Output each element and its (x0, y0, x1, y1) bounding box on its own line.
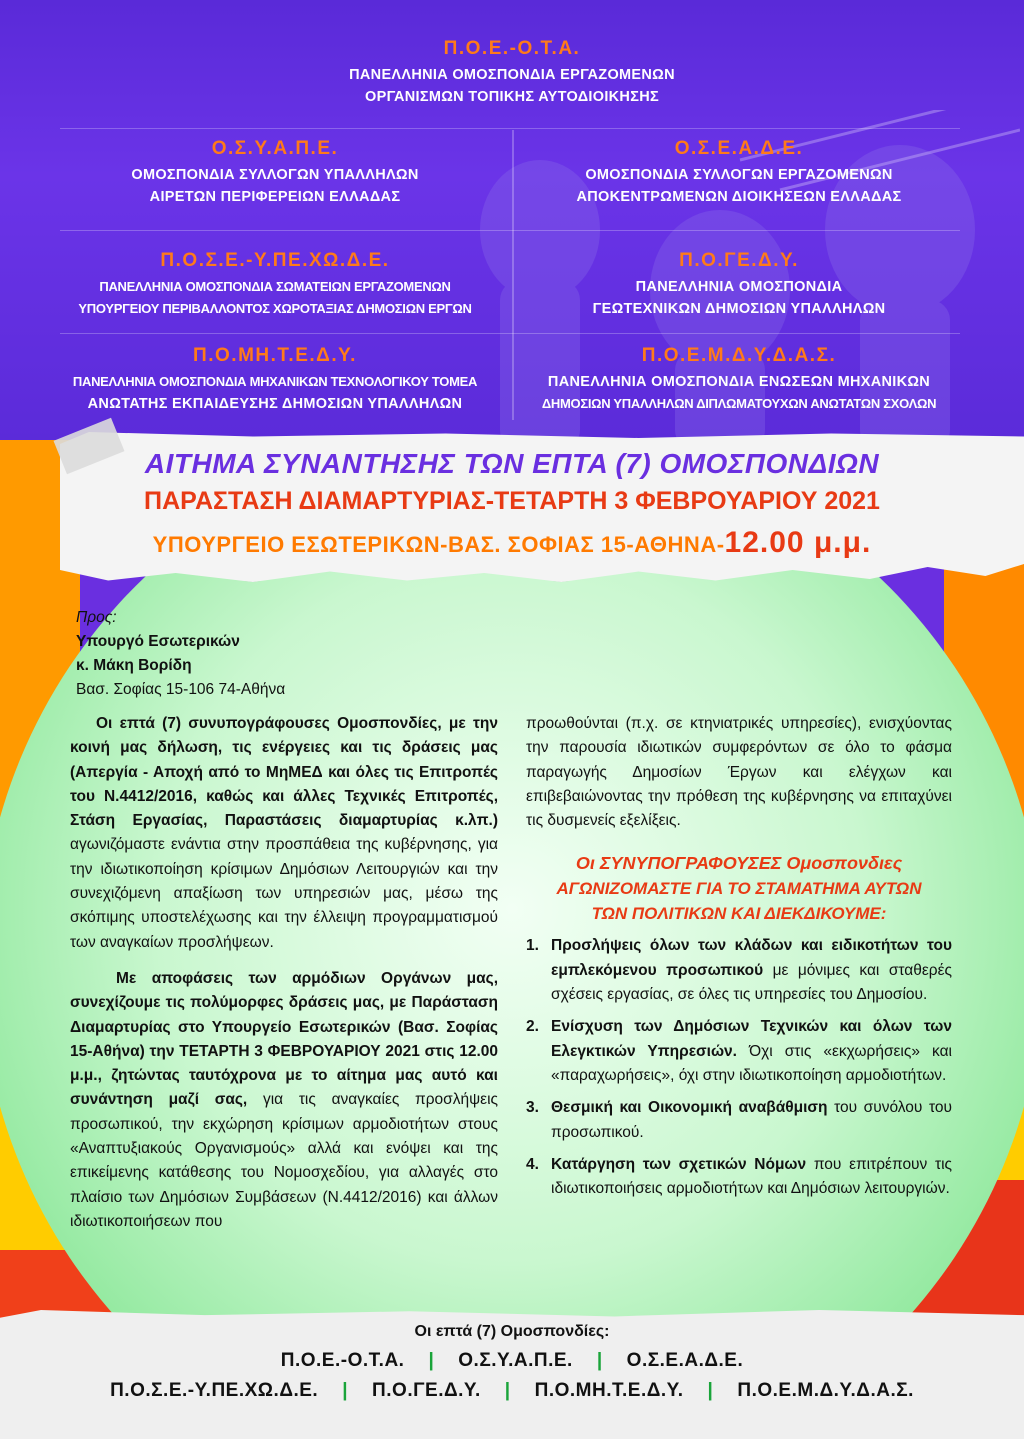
demands-heading-line: Οι ΣΥΝΥΠΟΓΡΑΦΟΥΣΕΣ Ομοσπονδιες (575, 853, 903, 874)
demands-heading-line: ΤΩΝ ΠΟΛΙΤΙΚΩΝ ΚΑΙ ΔΙΕΚΔΙΚΟΥΜΕ: (591, 904, 887, 924)
recipient-block (76, 606, 285, 702)
federation-abbr: Π.Ο.Ε.-Ο.Τ.Α. (443, 38, 581, 59)
header-grid-divider (60, 230, 960, 231)
demand-number: 4. (526, 1155, 539, 1173)
federation-name-line: ΓΕΩΤΕΧΝΙΚΩΝ ΔΗΜΟΣΙΩΝ ΥΠΑΛΛΗΛΩΝ (592, 301, 886, 317)
federation-poemdydas (514, 345, 964, 415)
demand-text: του συνόλου του προσωπικού. (551, 1099, 952, 1141)
footer-federations-row (0, 1350, 1024, 1372)
footer-federation: Π.Ο.ΜΗ.Τ.Ε.Δ.Υ. (534, 1380, 684, 1401)
paragraph-bold-text: Με αποφάσεις των αρμόδιων Οργάνων μας, συνεχίζουμε τις πολύμορφες δράσεις μας, με Παράσταση Διαμαρτυρίας στο Υπουργείο Εσωτερικών (Βασ. Σοφίας 15-Αθήνα) την ΤΕΤΑΡΤΗ 3 ΦΕΒΡΟΥΑΡΙΟΥ 2021 στις 12.00 μ.μ., ζητώντας ταυτόχρονα με το αίτημα μας αυτό και συνάντηση μαζί σας, (70, 969, 498, 1109)
body-paragraph: προωθούνται (π.χ. σε κτηνιατρικές υπηρεσίες), ενισχύοντας την παρουσία ιδιωτικών συμφερόντων σε όλο το φάσμα παραγωγής Δημοσίων Έργων και ελέγχων και επιβεβαιώνοντας την πρόθεση της κυβέρνησης να επιταχύνει τις δυσμενείς εξελίξεις. (526, 715, 952, 830)
federation-name-line: ΠΑΝΕΛΛΗΝΙΑ ΟΜΟΣΠΟΝΔΙΑ ΜΗΧΑΝΙΚΩΝ ΤΕΧΝΟΛΟΓΙΚΟΥ ΤΟΜΕΑ (72, 374, 478, 389)
header-grid-divider (60, 128, 960, 129)
federation-name-line: ΠΑΝΕΛΛΗΝΙΑ ΟΜΟΣΠΟΝΔΙΑ ΕΡΓΑΖΟΜΕΝΩΝ (349, 67, 675, 83)
demands-heading (526, 851, 952, 926)
demand-number: 3. (526, 1099, 539, 1117)
footer-title: Οι επτά (7) Ομοσπονδίες: (414, 1323, 610, 1340)
demand-number: 2. (526, 1018, 539, 1036)
federation-name-line: ΠΑΝΕΛΛΗΝΙΑ ΟΜΟΣΠΟΝΔΙΑ ΕΝΩΣΕΩΝ ΜΗΧΑΝΙΚΩΝ (547, 374, 931, 390)
demand-item (526, 934, 952, 1007)
footer-federation: Π.Ο.Ε.-Ο.Τ.Α. (280, 1350, 405, 1371)
federation-abbr: Π.Ο.Ε.Μ.Δ.Υ.Δ.Α.Σ. (641, 345, 837, 366)
federation-pomitedy (40, 345, 510, 415)
paragraph-bold-text: Οι επτά (7) συνυπογράφουσες Ομοσπονδίες, με την κοινή μας δήλωση, τις ενέργειες και τις δράσεις μας (Απεργία - Αποχή από το ΜηΜΕΔ και όλες τις Επιτροπές του Ν.4412/2016, καθώς και άλλες Τεχνικές Επιτροπές, Στάση Εργασίας, Παραστάσεις διαμαρτυρίας κ.λπ.) (70, 715, 498, 830)
federation-name-line: ΟΜΟΣΠΟΝΔΙΑ ΣΥΛΛΟΓΩΝ ΕΡΓΑΖΟΜΕΝΩΝ (585, 167, 893, 183)
footer-federation: Π.Ο.Σ.Ε.-Υ.ΠΕ.ΧΩ.Δ.Ε. (110, 1380, 319, 1401)
federation-abbr: Ο.Σ.Ε.Α.Δ.Ε. (674, 138, 804, 159)
banner-location-text: ΥΠΟΥΡΓΕΙΟ ΕΣΩΤΕΡΙΚΩΝ-ΒΑΣ. ΣΟΦΙΑΣ 15-ΑΘΗΝΑ- (152, 532, 725, 557)
federation-name-line: ΑΙΡΕΤΩΝ ΠΕΡΙΦΕΡΕΙΩΝ ΕΛΛΑΔΑΣ (149, 189, 401, 205)
recipient-name: κ. Μάκη Βορίδη (76, 657, 192, 674)
footer-separator: | (504, 1380, 511, 1401)
body-paragraph (70, 967, 498, 1234)
footer-separator: | (707, 1380, 714, 1401)
federation-name-line: ΠΑΝΕΛΛΗΝΙΑ ΟΜΟΣΠΟΝΔΙΑ ΣΩΜΑΤΕΙΩΝ ΕΡΓΑΖΟΜΕΝΩΝ (99, 279, 451, 294)
recipient-to-label: Προς: (76, 609, 117, 626)
footer-federation: Π.Ο.Ε.Μ.Δ.Υ.Δ.Α.Σ. (737, 1380, 914, 1401)
paragraph-text: για τις αναγκαίες προσλήψεις προσωπικού, την εκχώρηση κρίσιμων αρμοδιοτήτων στους «Αναπτυξιακούς Οργανισμούς» αλλά και ενόψει και της επικείμενης κατάθεσης του Νομοσχεδίου, για αλλαγές στο πλαίσιο των Δημόσιων Συμβάσεων (Ν.4412/2016) και άλλων ιδιωτικοποιήσεων που (70, 1091, 498, 1230)
body-left-column (70, 712, 498, 1234)
demand-number: 1. (526, 937, 539, 955)
federation-abbr: Π.Ο.ΓΕ.Δ.Υ. (679, 250, 799, 271)
demand-text: που επιτρέπουν τις ιδιωτικοποιήσεις αρμοδιοτήτων και Δημόσιων λειτουργιών. (551, 1155, 952, 1198)
demand-bold-text: Προσλήψεις όλων των κλάδων και ειδικοτήτων του εμπλεκόμενου προσωπικού (551, 937, 952, 979)
demand-item (526, 1015, 952, 1088)
federation-abbr: Π.Ο.Σ.Ε.-Υ.ΠΕ.ΧΩ.Δ.Ε. (160, 250, 390, 271)
demand-text: με μόνιμες και σταθερές σχέσεις εργασίας, σε όλες τις υπηρεσίες του Δημοσίου. (551, 961, 952, 1004)
federation-name-line: ΑΝΩΤΑΤΗΣ ΕΚΠΑΙΔΕΥΣΗΣ ΔΗΜΟΣΙΩΝ ΥΠΑΛΛΗΛΩΝ (87, 396, 463, 412)
demand-bold-text: Κατάργηση των σχετικών Νόμων (551, 1155, 807, 1173)
demand-item (526, 1153, 952, 1202)
federation-poe-ota (212, 38, 812, 108)
footer-federation: Π.Ο.ΓΕ.Δ.Υ. (372, 1380, 481, 1401)
banner-subtitle: ΠΑΡΑΣΤΑΣΗ ΔΙΑΜΑΡΤΥΡΙΑΣ-ΤΕΤΑΡΤΗ 3 ΦΕΒΡΟΥΑΡΙΟΥ 2021 (144, 487, 880, 515)
recipient-name: Υπουργό Εσωτερικών (76, 633, 240, 650)
federation-abbr: Ο.Σ.Υ.Α.Π.Ε. (211, 138, 339, 159)
federation-abbr: Π.Ο.ΜΗ.Τ.Ε.Δ.Υ. (193, 345, 357, 366)
federation-name-line: ΥΠΟΥΡΓΕΙΟΥ ΠΕΡΙΒΑΛΛΟΝΤΟΣ ΧΩΡΟΤΑΞΙΑΣ ΔΗΜΟΣΙΩΝ ΕΡΓΩΝ (78, 301, 472, 316)
demands-heading-line: ΑΓΩΝΙΖΟΜΑΣΤΕ ΓΙΑ ΤΟ ΣΤΑΜΑΤΗΜΑ ΑΥΤΩΝ (556, 879, 922, 899)
recipient-address: Βασ. Σοφίας 15-106 74-Αθήνα (76, 681, 286, 698)
federation-osyape (40, 138, 510, 208)
federation-pogedy (514, 250, 964, 320)
federation-oseade (514, 138, 964, 208)
header-grid-divider (60, 333, 960, 334)
banner-location (0, 526, 1024, 560)
footer-federations-row (0, 1380, 1024, 1402)
banner-title: ΑΙΤΗΜΑ ΣΥΝΑΝΤΗΣΗΣ ΤΩΝ ΕΠΤΑ (7) ΟΜΟΣΠΟΝΔΙΩΝ (144, 448, 880, 479)
demands-list (526, 934, 952, 1201)
demand-bold-text: Θεσμική και Οικονομική αναβάθμιση (551, 1099, 828, 1117)
federation-name-line: ΠΑΝΕΛΛΗΝΙΑ ΟΜΟΣΠΟΝΔΙΑ (635, 279, 843, 295)
federation-pose-ypexode (40, 250, 510, 320)
federation-name-line: ΑΠΟΚΕΝΤΡΩΜΕΝΩΝ ΔΙΟΙΚΗΣΕΩΝ ΕΛΛΑΔΑΣ (576, 189, 902, 205)
paragraph-text: αγωνιζόμαστε ενάντια στην προσπάθεια της κυβέρνησης, για την ιδιωτικοποίηση κρίσιμων Δημόσιων Λειτουργιών και την συνεχιζόμενη απαξίωση των υπηρεσιών μας, μέσω της σκόπιμης υποστελέχωσης και την έλλειψη προγραμματισμού των αναγκαίων προσλήψεων. (70, 836, 498, 951)
body-right-column (526, 712, 952, 1209)
federation-name-line: ΟΜΟΣΠΟΝΔΙΑ ΣΥΛΛΟΓΩΝ ΥΠΑΛΛΗΛΩΝ (131, 167, 419, 183)
federation-name-line: ΔΗΜΟΣΙΩΝ ΥΠΑΛΛΗΛΩΝ ΔΙΠΛΩΜΑΤΟΥΧΩΝ ΑΝΩΤΑΤΩΝ ΣΧΟΛΩΝ (541, 396, 937, 411)
footer-separator: | (428, 1350, 435, 1371)
footer-separator: | (596, 1350, 603, 1371)
demand-item (526, 1096, 952, 1145)
footer-federation: Ο.Σ.Ε.Α.Δ.Ε. (626, 1350, 744, 1371)
federation-name-line: ΟΡΓΑΝΙΣΜΩΝ ΤΟΠΙΚΗΣ ΑΥΤΟΔΙΟΙΚΗΣΗΣ (365, 89, 659, 105)
demand-bold-text: Ενίσχυση των Δημόσιων Τεχνικών και όλων των Ελεγκτικών Υπηρεσιών. (551, 1018, 952, 1060)
footer-federation: Ο.Σ.Υ.Α.Π.Ε. (458, 1350, 573, 1371)
body-paragraph (70, 712, 498, 955)
demand-text: Όχι στις «εκχωρήσεις» και «παραχωρήσεις», όχι στην ιδιωτικοποίηση αρμοδιοτήτων. (551, 1042, 952, 1084)
footer-separator: | (342, 1380, 349, 1401)
banner-time: 12.00 μ.μ. (724, 526, 872, 559)
